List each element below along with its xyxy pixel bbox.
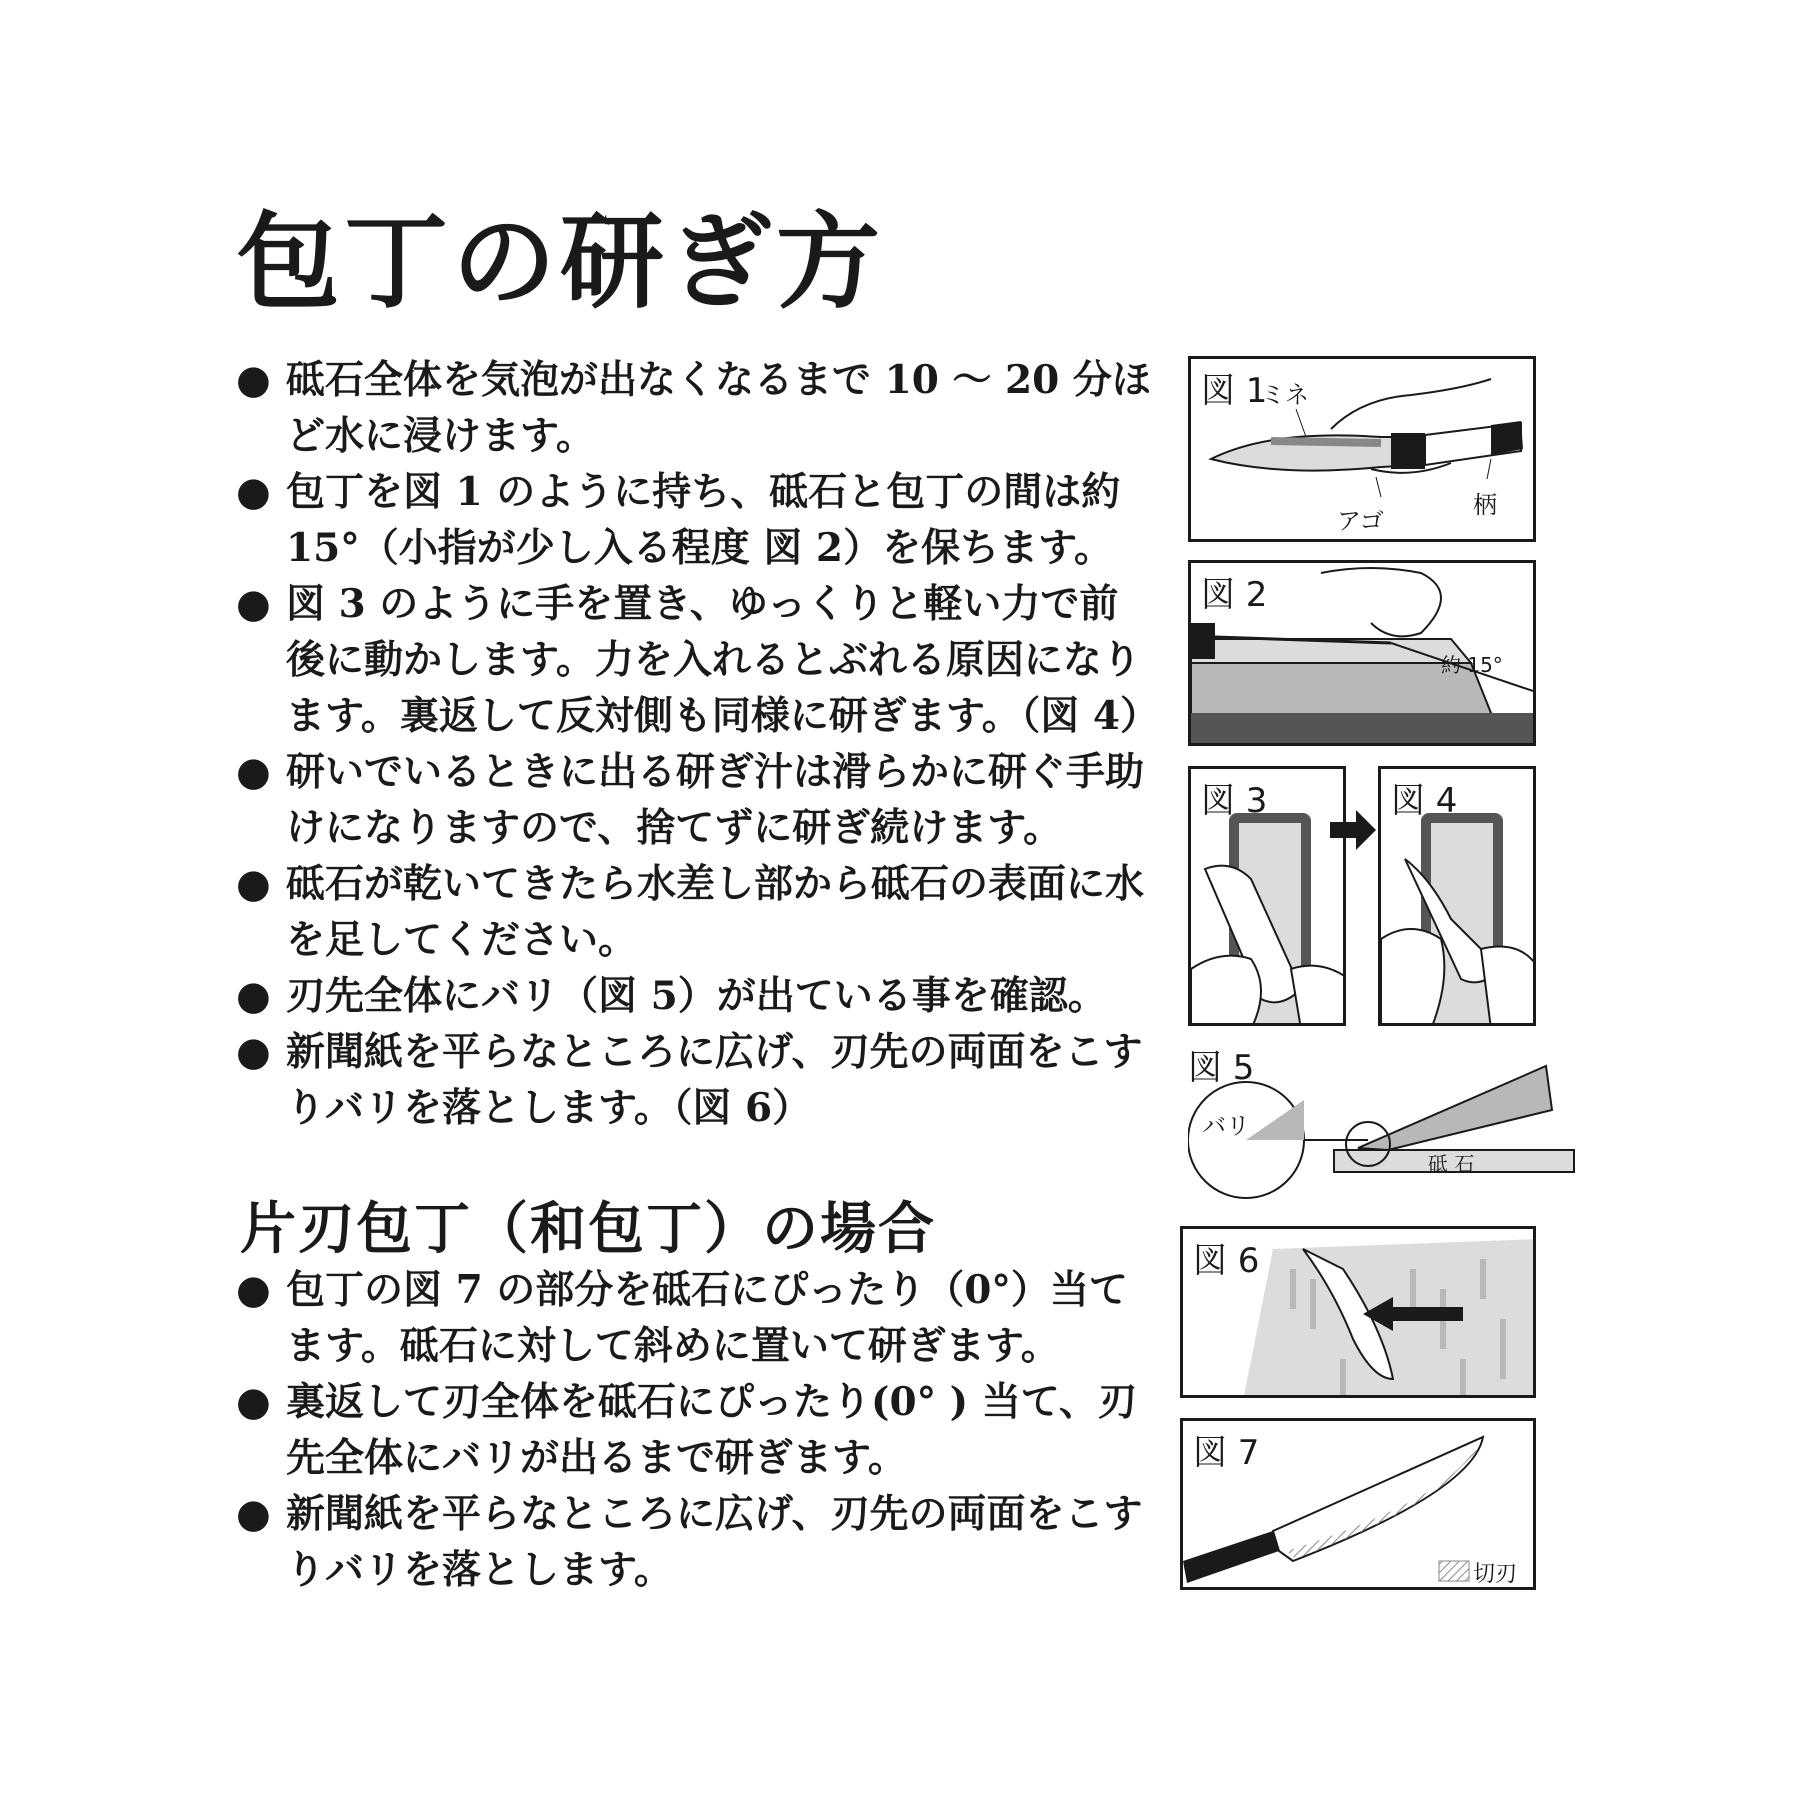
sharpening-steps-list [236, 352, 1159, 1136]
heel-label: アゴ [1337, 507, 1384, 535]
bevel-legend-label: 切刃 [1473, 1562, 1518, 1587]
step-text: 刃先全体にバリ（図 5）が出ている事を確認。 [286, 973, 1107, 1019]
bullet-icon: ● [236, 468, 271, 515]
single-bevel-steps-list [236, 1262, 1156, 1598]
step-text: 新聞紙を平らなところに広げ、刃先の両面をこすりバリを落とします。 [286, 1491, 1143, 1593]
figure-2 [1188, 560, 1536, 746]
list-item [236, 856, 1156, 968]
figure-4 [1378, 766, 1536, 1026]
stone-label: 砥 石 [1428, 1152, 1475, 1176]
figure-7 [1180, 1418, 1536, 1590]
list-item [236, 1262, 1156, 1374]
figure-3 [1188, 766, 1346, 1026]
bullet-icon: ● [236, 580, 271, 627]
step-text: 砥石が乾いてきたら水差し部から砥石の表面に水を足してください。 [286, 861, 1145, 963]
spine-label: ミネ [1261, 381, 1309, 409]
bullet-icon: ● [236, 1378, 271, 1425]
angle-label: 約 15° [1441, 653, 1503, 677]
list-item [236, 352, 1156, 464]
figure-6 [1180, 1226, 1536, 1398]
bullet-icon: ● [236, 972, 271, 1019]
step-text: 図 3 のように手を置き、ゆっくりと軽い力で前後に動かします。力を入れるとぶれる原因になります。裏返して反対側も同様に研ぎます。（図 4） [286, 581, 1159, 739]
list-item [236, 1374, 1156, 1486]
bullet-icon: ● [236, 1028, 271, 1075]
figure-label: 図 6 [1193, 1241, 1260, 1281]
list-item [236, 464, 1156, 576]
figure-label: 図 7 [1193, 1433, 1260, 1473]
list-item [236, 968, 1156, 1024]
figure-label: 図 1 [1201, 371, 1268, 411]
figure-label: 図 4 [1391, 781, 1458, 821]
figure-5 [1188, 1040, 1588, 1210]
bullet-icon: ● [236, 356, 271, 403]
list-item [236, 744, 1156, 856]
figure-1 [1188, 356, 1536, 542]
bullet-icon: ● [236, 1490, 271, 1537]
page-title: 包丁の研ぎ方 [236, 200, 885, 323]
figure-label: 図 2 [1201, 575, 1268, 615]
figure-label: 図 3 [1201, 781, 1268, 821]
arrow-right-icon [1330, 810, 1376, 850]
step-text: 研いでいるときに出る研ぎ汁は滑らかに研ぐ手助けになりますので、捨てずに研ぎ続けます。 [286, 749, 1145, 851]
list-item [236, 1024, 1156, 1136]
figure-label: 図 5 [1188, 1048, 1255, 1088]
burr-label: バリ [1202, 1112, 1250, 1140]
handle-label: 柄 [1473, 491, 1497, 519]
step-text: 裏返して刃全体を砥石にぴったり(0° ) 当て、刃先全体にバリが出るまで研ぎます。 [286, 1379, 1137, 1481]
bullet-icon: ● [236, 748, 271, 795]
bullet-icon: ● [236, 860, 271, 907]
list-item [236, 576, 1159, 744]
section-title: 片刃包丁（和包丁）の場合 [240, 1196, 936, 1262]
step-text: 砥石全体を気泡が出なくなるまで 10 ～ 20 分ほど水に浸けます。 [286, 357, 1151, 459]
bullet-icon: ● [236, 1266, 271, 1313]
list-item [236, 1486, 1156, 1598]
step-text: 新聞紙を平らなところに広げ、刃先の両面をこすりバリを落とします。（図 6） [286, 1029, 1143, 1131]
step-text: 包丁の図 7 の部分を砥石にぴったり（0°）当てます。砥石に対して斜めに置いて研ぎます。 [286, 1267, 1128, 1369]
step-text: 包丁を図 1 のように持ち、砥石と包丁の間は約 15°（小指が少し入る程度 図 2）を保ちます。 [286, 469, 1121, 571]
